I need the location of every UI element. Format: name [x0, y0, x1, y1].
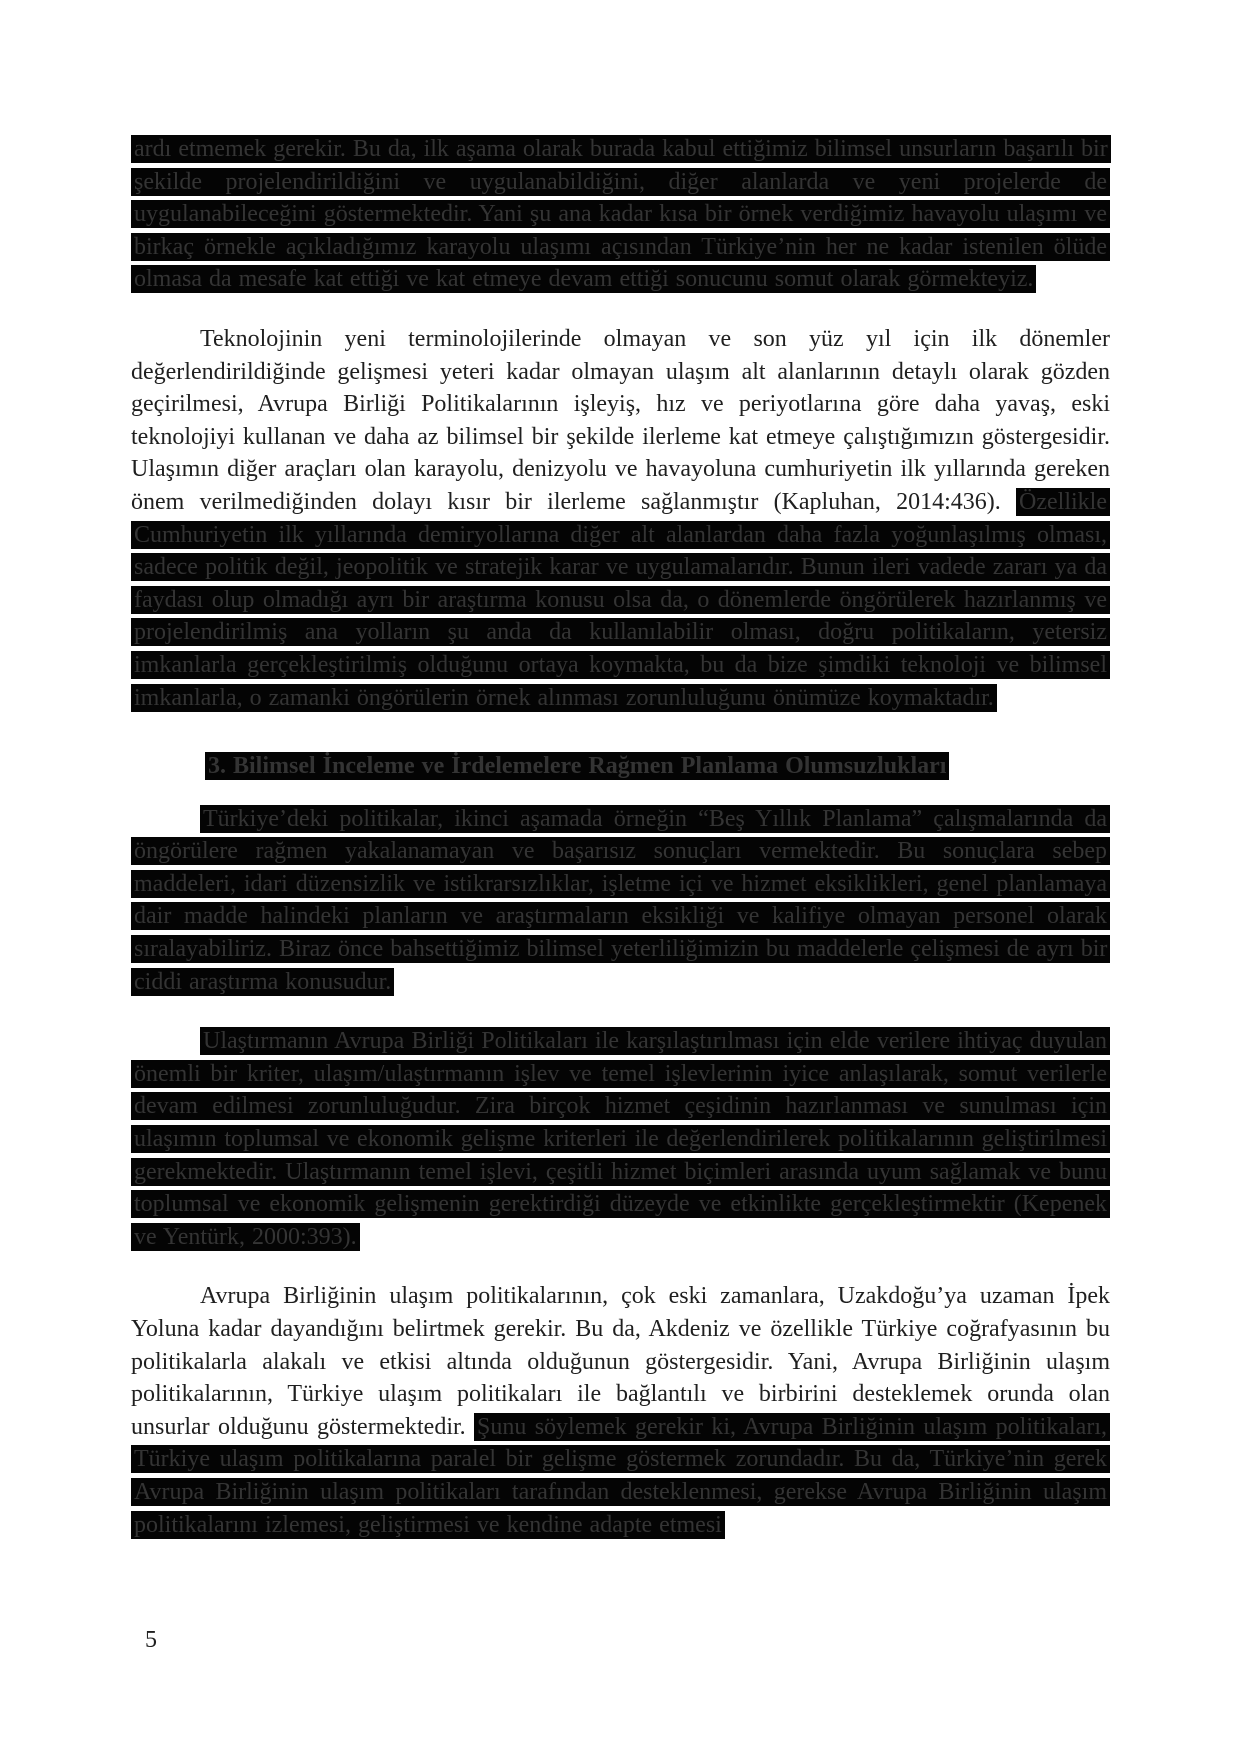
highlighted-text-run: Ulaştırmanın Avrupa Birliği Politikaları ile karşılaştırılması için elde verilere ihtiyaç duyulan önemli bir kriter, ulaşım/ulaştırmanın işlev ve temel işlevlerinin iyice anlaşılarak, somut verilerle devam edilmesi zorunluluğudur. Zira birçok hizmet çeşidinin hazırlanması ve sunulması için ulaşımın toplumsal ve ekonomik gelişme kriterleri ile değerlendirilerek politikalarının geliştirilmesi gerekmektedir. Ulaştırmanın temel işlevi, çeşitli hizmet biçimleri arasında uyum sağlamak ve bunu toplumsal ve ekonomik gelişmenin gerektirdiği düzeyde ve etkinlikte gerçekleştirmektir (Kepenek ve Yentürk, 2000:393). — [131, 1027, 1110, 1251]
paragraph — [131, 803, 1110, 999]
highlighted-text-run: Şunu söylemek gerekir ki, Avrupa Birliğinin ulaşım politikaları, Türkiye ulaşım politikalarına paralel bir gelişme göstermek zorundadır. Bu da, Türkiye’nin gerek Avrupa Birliğinin ulaşım politikaları tarafından desteklenmesi, gerekse Avrupa Birliğinin ulaşım politikalarını izlemesi, geliştirmesi ve kendine adapte etmesi — [131, 1413, 1110, 1539]
text-run: Teknolojinin yeni terminolojilerinde olmayan ve son yüz yıl için ilk dönemler değerlendirildiğinde gelişmesi yeteri kadar olmayan ulaşım alt alanlarının detaylı olarak gözden geçirilmesi, Avrupa Birliği Politikalarının işleyiş, hız ve periyotlarına göre daha yavaş, eski teknolojiyi kullanan ve daha az bilimsel bir şekilde ilerleme kat etmeye çalıştığımızın göstergesidir. Ulaşımın diğer araçları olan karayolu, denizyolu ve havayoluna cumhuriyetin ilk yıllarında gereken önem verilmediğinden dolayı kısır bir ilerleme sağlanmıştır (Kapluhan, 2014:436). — [131, 325, 1110, 515]
text-run: Avrupa Birliğinin ulaşım politikalarının, çok eski zamanlara, Uzakdoğu’ya uzaman İpek Yoluna kadar dayandığını belirtmek gerekir. Bu da, Akdeniz ve özellikle Türkiye coğrafyasının bu politikalarla alakalı ve etkisi altında olduğunun göstergesidir. Yani, Avrupa Birliğinin ulaşım politikalarının, Türkiye ulaşım politikaları ile bağlantılı ve birbirini desteklemek orunda olan unsurlar olduğunu göstermektedir. — [131, 1283, 1110, 1440]
document-body — [131, 133, 1110, 1568]
section-heading — [131, 750, 1110, 783]
page-number: 5 — [145, 1627, 157, 1653]
paragraph-continuation — [131, 133, 1110, 296]
highlighted-heading-text: 3. Bilimsel İnceleme ve İrdelemelere Rağmen Planlama Olumsuzlukları — [205, 752, 949, 780]
highlighted-text-run: ardı etmemek gerekir. Bu da, ilk aşama olarak burada kabul ettiğimiz bilimsel unsurların başarılı bir şekilde projelendirildiğini ve uygulanabildiğini, diğer alanlarda ve yeni projelerde de uygulanabileceğini göstermektedir. Yani şu ana kadar kısa bir örnek verdiğimiz havayolu ulaşımı ve birkaç örnekle açıkladığımız karayolu ulaşımı açısından Türkiye’nin her ne kadar istenilen ölüde olmasa da mesafe kat ettiği ve kat etmeye devam ettiği sonucunu somut olarak görmekteyiz. — [131, 135, 1111, 293]
paragraph — [131, 1025, 1110, 1253]
highlighted-text-run: Özellikle Cumhuriyetin ilk yıllarında demiryollarına diğer alt alanlardan daha fazla yoğunlaşılmış olması, sadece politik değil, jeopolitik ve stratejik karar ve uygulamalarıdır. Bunun ileri vadede zararı ya da faydası olup olmadığı ayrı bir araştırma konusu olsa da, o dönemlerde öngörülerek hazırlanmış ve projelendirilmiş ana yolların şu anda da kullanılabilir olması, doğru politikaların, yetersiz imkanlarla gerçekleştirilmiş olduğunu ortaya koymakta, bu da bize şimdiki teknoloji ve bilimsel imkanlarla, o zamanki öngörülerin örnek alınması zorunluluğunu önümüze koymaktadır. — [131, 488, 1110, 712]
paragraph — [131, 1280, 1110, 1541]
paragraph — [131, 323, 1110, 714]
highlighted-text-run: Türkiye’deki politikalar, ikinci aşamada örneğin “Beş Yıllık Planlama” çalışmalarında da öngörülere rağmen yakalanamayan ve başarısız sonuçları vermektedir. Bu sonuçlara sebep maddeleri, idari düzensizlik ve istikrarsızlıklar, işletme içi ve hizmet eksiklikleri, genel planlamaya dair madde halindeki planların ve araştırmaların eksikliği ve kalifiye olmayan personel olarak sıralayabiliriz. Biraz önce bahsettiğimiz bilimsel yeterliliğimizin bu maddelerle çelişmesi de ayrı bir ciddi araştırma konusudur. — [131, 805, 1110, 996]
